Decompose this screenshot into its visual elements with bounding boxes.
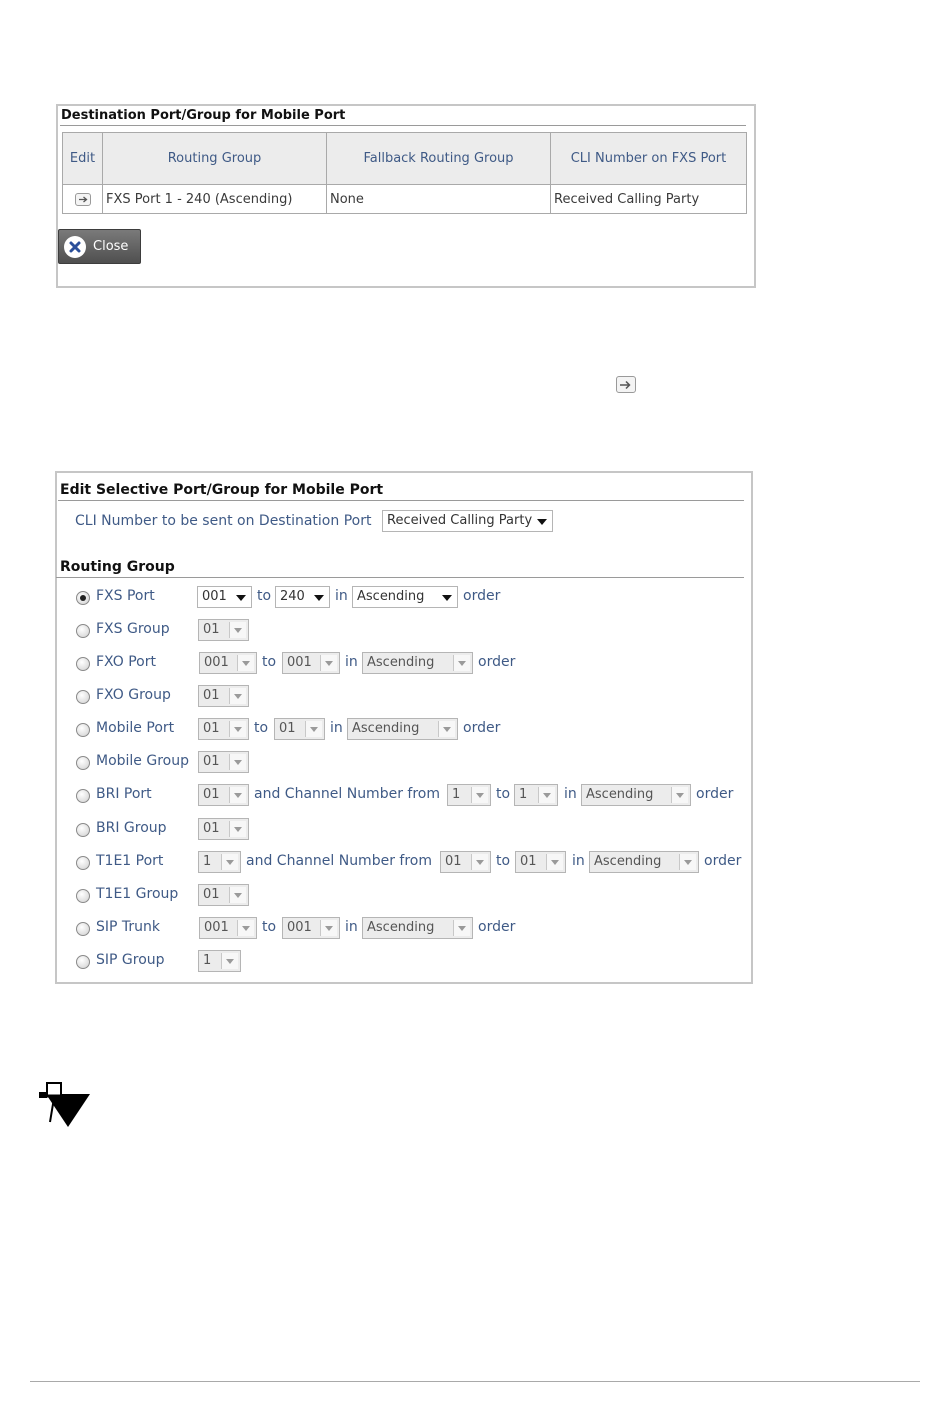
close-label: Close [93, 239, 129, 254]
t1e1-port-select[interactable]: 1 [198, 851, 241, 873]
destination-panel-title: Destination Port/Group for Mobile Port [61, 108, 346, 123]
sip-group-select[interactable]: 1 [198, 950, 241, 972]
edit-selective-panel-title: Edit Selective Port/Group for Mobile Port [60, 482, 384, 498]
chevron-down-icon [320, 920, 337, 936]
chevron-down-icon [237, 920, 254, 936]
label-fxs-port: FXS Port [96, 588, 155, 604]
t1e1-group-select[interactable]: 01 [198, 884, 249, 906]
chevron-down-icon [538, 787, 555, 803]
label-bri-port: BRI Port [96, 786, 152, 802]
chevron-down-icon [310, 589, 327, 605]
order-text: order [463, 588, 501, 604]
to-text: to [496, 853, 511, 869]
label-mobile-port: Mobile Port [96, 720, 175, 736]
chevron-down-icon [671, 787, 688, 803]
chevron-down-icon [533, 513, 550, 529]
radio-t1e1-group[interactable] [76, 889, 90, 903]
label-fxo-group: FXO Group [96, 687, 171, 703]
sip-trunk-to-select[interactable]: 001 [282, 917, 340, 939]
cell-fallback: None [327, 185, 551, 214]
in-text: in [345, 919, 358, 935]
cell-cli: Received Calling Party [551, 185, 747, 214]
in-text: in [572, 853, 585, 869]
chevron-down-icon [229, 787, 246, 803]
radio-t1e1-port[interactable] [76, 856, 90, 870]
label-mobile-group: Mobile Group [96, 753, 189, 769]
label-sip-group: SIP Group [96, 952, 165, 968]
label-fxo-port: FXO Port [96, 654, 156, 670]
label-t1e1-group: T1E1 Group [96, 886, 179, 902]
edit-arrow-icon[interactable] [75, 193, 91, 206]
close-button[interactable] [58, 229, 141, 264]
to-text: to [262, 654, 277, 670]
section-divider [56, 577, 744, 578]
in-text: in [330, 720, 343, 736]
t1e1-channel-from-select[interactable]: 01 [440, 851, 491, 873]
label-bri-group: BRI Group [96, 820, 167, 836]
radio-fxs-group[interactable] [76, 624, 90, 638]
chevron-down-icon [229, 754, 246, 770]
cell-routing-group: FXS Port 1 - 240 (Ascending) [103, 185, 327, 214]
col-fallback: Fallback Routing Group [327, 133, 551, 185]
chevron-down-icon [232, 589, 249, 605]
note-pin-icon [36, 1082, 92, 1130]
in-text: in [345, 654, 358, 670]
chevron-down-icon [438, 721, 455, 737]
chevron-down-icon [453, 655, 470, 671]
fxs-port-from-select[interactable]: 001 [197, 586, 252, 608]
bri-channel-from-select[interactable]: 1 [447, 784, 491, 806]
radio-fxo-group[interactable] [76, 690, 90, 704]
t1e1-channel-to-select[interactable]: 01 [515, 851, 566, 873]
title-divider [60, 125, 746, 126]
radio-sip-trunk[interactable] [76, 922, 90, 936]
routing-group-title: Routing Group [60, 559, 175, 575]
chevron-down-icon [229, 887, 246, 903]
fxs-port-order-select[interactable]: Ascending [352, 586, 458, 608]
cli-select[interactable]: Received Calling Party [382, 510, 553, 532]
radio-sip-group[interactable] [76, 955, 90, 969]
chevron-down-icon [229, 821, 246, 837]
col-routing-group: Routing Group [103, 133, 327, 185]
chevron-down-icon [438, 589, 455, 605]
to-text: to [257, 588, 272, 604]
col-cli: CLI Number on FXS Port [551, 133, 747, 185]
cli-label: CLI Number to be sent on Destination Port [75, 513, 372, 529]
fxo-port-to-select[interactable]: 001 [282, 652, 340, 674]
fxo-port-from-select[interactable]: 001 [199, 652, 257, 674]
fxs-port-to-select[interactable]: 240 [275, 586, 330, 608]
radio-mobile-group[interactable] [76, 756, 90, 770]
order-text: order [463, 720, 501, 736]
footer-divider [30, 1381, 920, 1382]
radio-fxs-port[interactable] [76, 591, 90, 605]
mobile-port-to-select[interactable]: 01 [274, 718, 325, 740]
edit-arrow-icon [616, 376, 636, 393]
sip-trunk-from-select[interactable]: 001 [199, 917, 257, 939]
radio-mobile-port[interactable] [76, 723, 90, 737]
order-text: order [696, 786, 734, 802]
to-text: to [496, 786, 511, 802]
chevron-down-icon [305, 721, 322, 737]
chevron-down-icon [221, 953, 238, 969]
chevron-down-icon [471, 787, 488, 803]
mobile-port-order-select[interactable]: Ascending [347, 718, 458, 740]
order-text: order [478, 654, 516, 670]
chevron-down-icon [229, 721, 246, 737]
label-sip-trunk: SIP Trunk [96, 919, 161, 935]
channel-from-text: and Channel Number from [246, 853, 432, 869]
chevron-down-icon [546, 854, 563, 870]
bri-port-select[interactable]: 01 [198, 784, 249, 806]
chevron-down-icon [229, 622, 246, 638]
label-fxs-group: FXS Group [96, 621, 170, 637]
close-icon [64, 236, 86, 258]
radio-bri-group[interactable] [76, 823, 90, 837]
mobile-group-select[interactable]: 01 [198, 751, 249, 773]
radio-bri-port[interactable] [76, 789, 90, 803]
chevron-down-icon [453, 920, 470, 936]
bri-channel-to-select[interactable]: 1 [514, 784, 558, 806]
to-text: to [262, 919, 277, 935]
table-row [63, 185, 747, 214]
bri-group-select[interactable]: 01 [198, 818, 249, 840]
mobile-port-from-select[interactable]: 01 [198, 718, 249, 740]
chevron-down-icon [229, 688, 246, 704]
destination-table [62, 132, 747, 214]
in-text: in [564, 786, 577, 802]
col-edit: Edit [63, 133, 103, 185]
t1e1-order-select[interactable]: Ascending [589, 851, 699, 873]
chevron-down-icon [320, 655, 337, 671]
label-t1e1-port: T1E1 Port [96, 853, 164, 869]
bri-order-select[interactable]: Ascending [581, 784, 691, 806]
order-text: order [478, 919, 516, 935]
chevron-down-icon [221, 854, 238, 870]
fxo-port-order-select[interactable]: Ascending [362, 652, 473, 674]
chevron-down-icon [237, 655, 254, 671]
fxs-group-select[interactable]: 01 [198, 619, 249, 641]
chevron-down-icon [679, 854, 696, 870]
in-text: in [335, 588, 348, 604]
chevron-down-icon [471, 854, 488, 870]
to-text: to [254, 720, 269, 736]
radio-fxo-port[interactable] [76, 657, 90, 671]
sip-trunk-order-select[interactable]: Ascending [362, 917, 473, 939]
order-text: order [704, 853, 742, 869]
channel-from-text: and Channel Number from [254, 786, 440, 802]
title-divider [58, 500, 744, 501]
fxo-group-select[interactable]: 01 [198, 685, 249, 707]
